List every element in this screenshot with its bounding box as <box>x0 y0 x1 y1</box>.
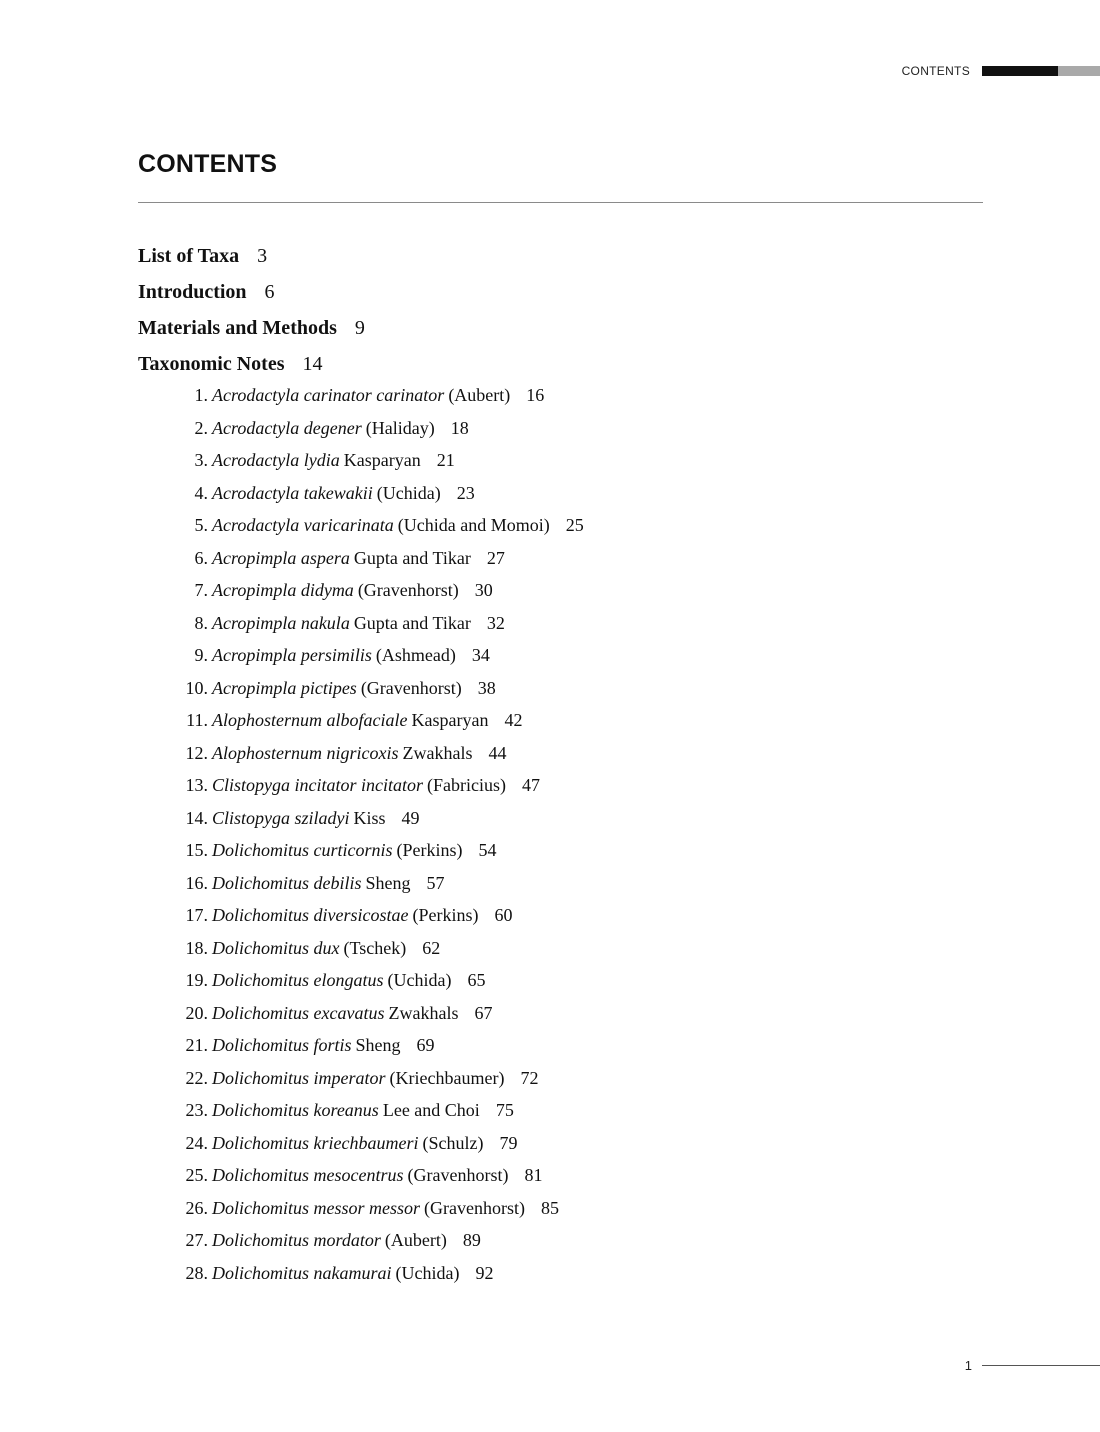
toc-entry-taxon-name: Acropimpla pictipes <box>212 677 357 698</box>
toc-entry[interactable] <box>138 965 998 998</box>
toc-entry-taxon-name: Dolichomitus imperator <box>212 1067 386 1088</box>
toc-entry-taxon-name: Dolichomitus elongatus <box>212 970 384 990</box>
toc-entry[interactable] <box>138 738 998 771</box>
toc-entry-author: (Gravenhorst) <box>360 677 462 698</box>
toc-entry-taxon-name: Dolichomitus mordator <box>212 1230 381 1250</box>
toc-entry-taxon-name: Dolichomitus nakamurai <box>212 1262 392 1283</box>
toc-section-page: 9 <box>354 317 365 339</box>
toc-entry-taxon-name: Alophosternum nigricoxis <box>212 742 399 763</box>
toc-entry[interactable] <box>138 1030 998 1063</box>
toc-section-label: Introduction <box>138 281 247 303</box>
toc-entry-page: 32 <box>486 612 505 633</box>
toc-entry-author: Zwakhals <box>388 1002 459 1023</box>
toc-entry[interactable] <box>138 1225 998 1258</box>
toc-entry-author: Kasparyan <box>411 710 489 730</box>
toc-entry-page: 81 <box>524 1165 543 1185</box>
toc-entry-number: 1. <box>194 385 208 405</box>
toc-entry-page: 92 <box>475 1262 494 1283</box>
footer-rule <box>982 1365 1100 1366</box>
toc-section-materials-and-methods[interactable] <box>138 314 998 350</box>
toc-entry-number: 22. <box>185 1067 208 1088</box>
toc-entry-author: (Schulz) <box>422 1132 484 1153</box>
toc-entry[interactable] <box>138 1128 998 1161</box>
toc-section-label: Materials and Methods <box>138 317 337 339</box>
toc-entry-number: 25. <box>185 1165 208 1185</box>
toc-entry-taxon-name: Acrodactyla lydia <box>212 450 340 470</box>
toc-entry[interactable] <box>138 835 998 868</box>
toc-entry-number: 18. <box>185 937 208 958</box>
toc-entry-author: Lee and Choi <box>382 1100 480 1120</box>
toc-entry-number: 27. <box>185 1230 208 1250</box>
toc-entry[interactable] <box>138 933 998 966</box>
toc-entry-taxon-name: Alophosternum albofaciale <box>212 710 408 730</box>
toc-section-list-of-taxa[interactable] <box>138 242 998 278</box>
page-footer <box>965 1358 1100 1373</box>
toc-entry[interactable] <box>138 413 998 446</box>
toc-entry-page: 30 <box>474 580 493 600</box>
toc-entry-page: 69 <box>416 1035 435 1055</box>
toc-entry-taxon-name: Dolichomitus curticornis <box>212 840 393 860</box>
toc-section-page: 14 <box>302 353 323 375</box>
toc-entry-page: 54 <box>478 840 497 860</box>
toc-entry-number: 14. <box>185 807 208 828</box>
toc-entry-page: 23 <box>456 482 475 503</box>
toc-entry-author: (Uchida) <box>395 1262 460 1283</box>
toc-entry-taxon-name: Clistopyga sziladyi <box>212 807 350 828</box>
toc-entry[interactable] <box>138 900 998 933</box>
toc-entry-taxon-name: Acrodactyla varicarinata <box>212 515 394 535</box>
toc-entry-page: 72 <box>520 1067 539 1088</box>
toc-entry-number: 21. <box>185 1035 208 1055</box>
toc-entry-number: 7. <box>194 580 208 600</box>
page-title: CONTENTS <box>138 150 278 178</box>
toc-entry[interactable] <box>138 1193 998 1226</box>
toc-entry-page: 44 <box>488 742 507 763</box>
toc-entry-author: Zwakhals <box>402 742 473 763</box>
toc-entry-taxon-name: Dolichomitus kriechbaumeri <box>212 1132 419 1153</box>
toc-entry-taxon-name: Dolichomitus debilis <box>212 872 362 893</box>
toc-section-introduction[interactable] <box>138 278 998 314</box>
toc-entry-author: Gupta and Tikar <box>353 612 471 633</box>
toc-entry[interactable] <box>138 1258 998 1291</box>
toc-entry-number: 12. <box>185 742 208 763</box>
toc-entry[interactable] <box>138 705 998 738</box>
toc-entry-taxon-name: Acropimpla aspera <box>212 547 350 568</box>
toc-section-label: List of Taxa <box>138 245 240 267</box>
toc-entry-taxon-name: Dolichomitus excavatus <box>212 1002 385 1023</box>
toc-entry-number: 15. <box>185 840 208 860</box>
toc-entry-page: 18 <box>450 417 469 438</box>
toc-entry-taxon-name: Dolichomitus mesocentrus <box>212 1165 404 1185</box>
toc-entry-taxon-name: Dolichomitus koreanus <box>212 1100 379 1120</box>
toc-entry-number: 16. <box>185 872 208 893</box>
toc-entry-page: 65 <box>467 970 486 990</box>
toc-entry-author: (Uchida) <box>376 482 441 503</box>
running-header-title: CONTENTS <box>901 64 970 78</box>
toc-entry[interactable] <box>138 575 998 608</box>
toc-entry-number: 26. <box>185 1197 208 1218</box>
toc-entry[interactable] <box>138 543 998 576</box>
toc-entry[interactable] <box>138 803 998 836</box>
toc-entry-number: 3. <box>194 450 208 470</box>
toc-entry-number: 6. <box>194 547 208 568</box>
toc-entry-author: Sheng <box>365 872 411 893</box>
toc-entry-number: 2. <box>194 417 208 438</box>
toc-entry-page: 49 <box>401 807 420 828</box>
toc-entry[interactable] <box>138 868 998 901</box>
toc-entry-author: Kasparyan <box>343 450 421 470</box>
toc-entry-number: 13. <box>185 775 208 795</box>
toc-entry-author: (Uchida) <box>387 970 452 990</box>
toc-entry-number: 5. <box>194 515 208 535</box>
toc-entry[interactable] <box>138 608 998 641</box>
toc-entry-author: (Uchida and Momoi) <box>397 515 550 535</box>
toc-entry-author: (Gravenhorst) <box>407 1165 509 1185</box>
toc-entry[interactable] <box>138 1063 998 1096</box>
toc-entry[interactable] <box>138 380 998 413</box>
toc-entry-number: 9. <box>194 645 208 665</box>
toc-section-page: 6 <box>264 281 275 303</box>
toc-section-label: Taxonomic Notes <box>138 353 285 375</box>
toc-entry-author: Kiss <box>353 807 386 828</box>
toc-entry-taxon-name: Acrodactyla carinator carinator <box>212 385 445 405</box>
toc-entry-author: (Aubert) <box>384 1230 447 1250</box>
toc-entry-page: 85 <box>540 1197 559 1218</box>
toc-entry-page: 21 <box>436 450 455 470</box>
toc-entry-taxon-name: Acropimpla nakula <box>212 612 350 633</box>
toc-entry-author: (Perkins) <box>396 840 463 860</box>
toc-entry[interactable] <box>138 445 998 478</box>
toc-entry-taxon-name: Clistopyga incitator incitator <box>212 775 423 795</box>
title-divider <box>138 202 983 203</box>
toc-entry[interactable] <box>138 510 998 543</box>
table-of-contents <box>138 242 998 1290</box>
toc-entry-author: (Haliday) <box>365 417 435 438</box>
toc-entry-number: 17. <box>185 905 208 925</box>
toc-entry-page: 42 <box>504 710 523 730</box>
toc-entry-author: Sheng <box>355 1035 401 1055</box>
toc-entry[interactable] <box>138 478 998 511</box>
toc-entry-author: (Fabricius) <box>427 775 506 795</box>
toc-section-page: 3 <box>257 245 268 267</box>
toc-entry-taxon-name: Dolichomitus diversicostae <box>212 905 409 925</box>
toc-entry-author: (Aubert) <box>448 385 511 405</box>
toc-entry-number: 4. <box>194 482 208 503</box>
toc-entry-number: 19. <box>185 970 208 990</box>
toc-entry-page: 57 <box>426 872 445 893</box>
toc-entry[interactable] <box>138 640 998 673</box>
toc-entry-page: 67 <box>474 1002 493 1023</box>
toc-entry-number: 24. <box>185 1132 208 1153</box>
toc-entry-taxon-name: Acropimpla didyma <box>212 580 354 600</box>
toc-entry-number: 20. <box>185 1002 208 1023</box>
toc-entry-number: 8. <box>194 612 208 633</box>
toc-entry-author: (Tschek) <box>343 937 407 958</box>
toc-entry-taxon-name: Dolichomitus messor messor <box>212 1197 421 1218</box>
toc-entry-number: 10. <box>185 677 208 698</box>
toc-entry-author: Gupta and Tikar <box>353 547 471 568</box>
toc-entry-page: 60 <box>494 905 513 925</box>
running-header <box>902 64 1100 78</box>
toc-entry-author: (Gravenhorst) <box>424 1197 525 1218</box>
toc-entry-number: 11. <box>186 710 208 730</box>
toc-entry[interactable] <box>138 673 998 706</box>
toc-entry-page: 62 <box>422 937 441 958</box>
toc-entry-taxon-name: Dolichomitus dux <box>212 937 340 958</box>
toc-entry-author: (Gravenhorst) <box>357 580 459 600</box>
toc-entry-list <box>138 380 998 1290</box>
page-number: 1 <box>964 1358 972 1373</box>
toc-entry-taxon-name: Acropimpla persimilis <box>212 645 372 665</box>
toc-entry-page: 34 <box>471 645 490 665</box>
header-bar-dark <box>982 66 1058 76</box>
toc-entry-page: 47 <box>521 775 540 795</box>
toc-entry-author: (Kriechbaumer) <box>389 1067 505 1088</box>
toc-entry-page: 75 <box>495 1100 514 1120</box>
toc-entry-page: 25 <box>565 515 584 535</box>
toc-entry[interactable] <box>138 1160 998 1193</box>
toc-entry-author: (Perkins) <box>412 905 479 925</box>
toc-entry-taxon-name: Acrodactyla degener <box>212 417 362 438</box>
toc-entry-page: 16 <box>526 385 545 405</box>
toc-entry[interactable] <box>138 770 998 803</box>
toc-entry-taxon-name: Acrodactyla takewakii <box>212 482 373 503</box>
toc-entry[interactable] <box>138 1095 998 1128</box>
toc-entry-page: 79 <box>499 1132 518 1153</box>
toc-entry[interactable] <box>138 998 998 1031</box>
toc-entry-taxon-name: Dolichomitus fortis <box>212 1035 352 1055</box>
toc-entry-number: 28. <box>185 1262 208 1283</box>
toc-entry-page: 89 <box>462 1230 481 1250</box>
toc-entry-page: 27 <box>486 547 505 568</box>
header-bar-light <box>1058 66 1100 76</box>
toc-entry-author: (Ashmead) <box>375 645 456 665</box>
toc-entry-number: 23. <box>185 1100 208 1120</box>
toc-entry-page: 38 <box>477 677 496 698</box>
